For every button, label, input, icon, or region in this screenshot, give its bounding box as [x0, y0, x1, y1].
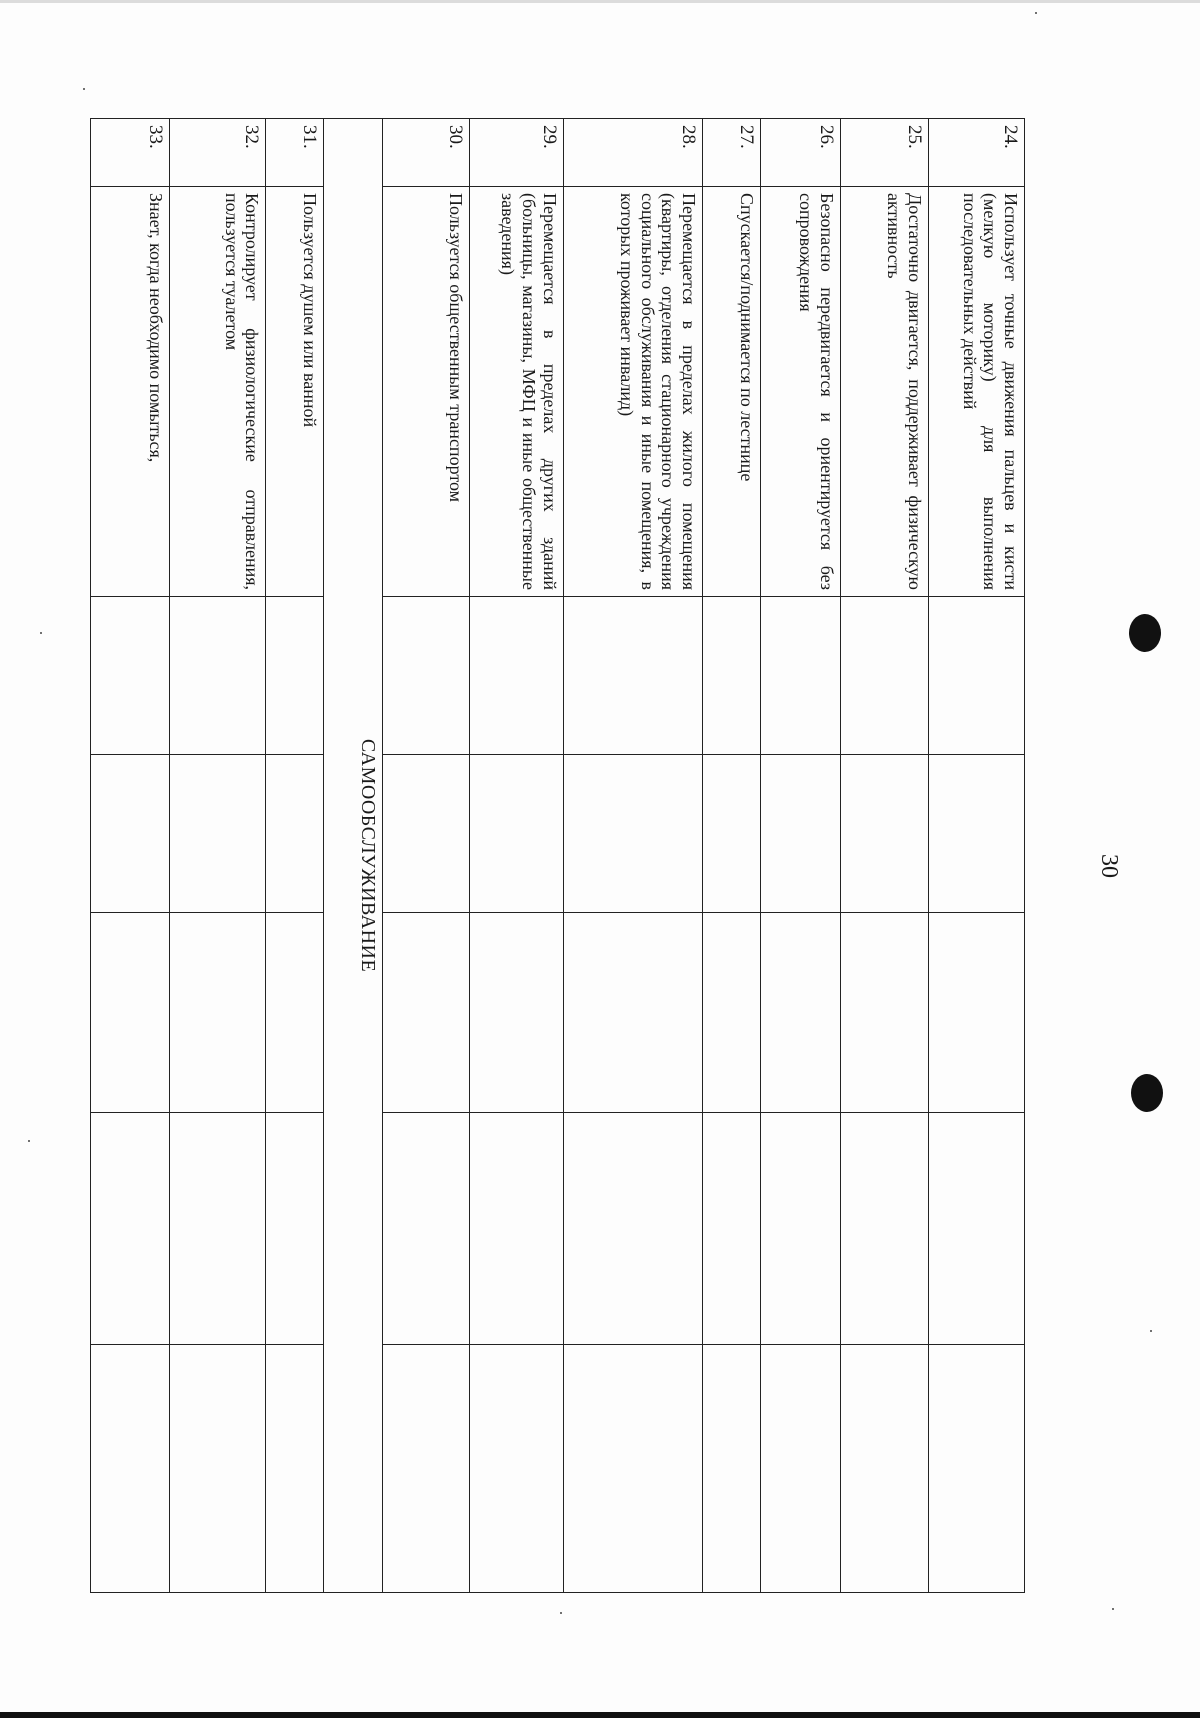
table-row [703, 119, 761, 1593]
table-row [760, 119, 840, 1593]
rating-cell [169, 755, 265, 913]
rating-cell [266, 913, 324, 1113]
rating-cell [563, 1113, 702, 1345]
rating-cell [760, 1113, 840, 1345]
rating-cell [469, 597, 563, 755]
table-row [928, 119, 1024, 1593]
rating-cell [760, 597, 840, 755]
rating-cell [383, 755, 469, 913]
scan-edge-top [0, 0, 1200, 3]
rating-cell [841, 1113, 929, 1345]
table-row [266, 119, 324, 1593]
rating-cell [841, 1345, 929, 1593]
rating-cell [169, 597, 265, 755]
scan-speck [40, 632, 42, 634]
row-number: 26. [760, 119, 840, 187]
rating-cell [469, 913, 563, 1113]
row-number: 32. [169, 119, 265, 187]
table-row [469, 119, 563, 1593]
rating-cell [383, 1113, 469, 1345]
rating-cell [91, 755, 170, 913]
row-criterion-text: Знает, когда необходимо помыться, [91, 187, 170, 597]
rating-cell [383, 913, 469, 1113]
table-row [383, 119, 469, 1593]
rating-cell [91, 597, 170, 755]
row-criterion-text: Пользуется душем или ванной [266, 187, 324, 597]
rating-cell [266, 1345, 324, 1593]
rating-cell [928, 1345, 1024, 1593]
rating-cell [563, 913, 702, 1113]
rating-cell [563, 597, 702, 755]
row-criterion-text: Достаточно двигается, поддерживает физическую активность [841, 187, 929, 597]
rating-cell [266, 597, 324, 755]
rating-cell [91, 913, 170, 1113]
table-row [841, 119, 929, 1593]
rating-cell [703, 1345, 761, 1593]
row-number: 31. [266, 119, 324, 187]
row-number: 24. [928, 119, 1024, 187]
scan-edge-bottom [0, 1712, 1200, 1718]
rating-cell [469, 1113, 563, 1345]
scan-speck [560, 1612, 562, 1614]
row-criterion-text: Перемещается в пределах других зданий (больницы, магазины, МФЦ и иные общественные заведения) [469, 187, 563, 597]
rating-cell [469, 1345, 563, 1593]
rating-cell [169, 1113, 265, 1345]
row-number: 30. [383, 119, 469, 187]
row-criterion-text: Контролирует физиологические отправления, пользуется туалетом [169, 187, 265, 597]
rating-cell [703, 755, 761, 913]
row-number: 29. [469, 119, 563, 187]
rating-cell [760, 755, 840, 913]
rating-cell [841, 755, 929, 913]
scan-speck [28, 1140, 30, 1142]
row-number: 27. [703, 119, 761, 187]
section-title: САМООБСЛУЖИВАНИЕ [324, 119, 383, 1593]
assessment-table-rotated [90, 118, 1025, 1592]
rating-cell [563, 755, 702, 913]
row-criterion-text: Пользуется общественным транспортом [383, 187, 469, 597]
page-number: 30 [1096, 854, 1122, 878]
row-criterion-text: Использует точные движения пальцев и кисти (мелкую моторику) для выполнения последовательных действий [928, 187, 1024, 597]
scan-speck [1112, 1608, 1114, 1610]
table-row [169, 119, 265, 1593]
row-criterion-text: Спускается/поднимается по лестнице [703, 187, 761, 597]
rating-cell [760, 1345, 840, 1593]
row-criterion-text: Перемещается в пределах жилого помещения (квартиры, отделения стационарного учреждения социального обслуживания и иные помещения, в которых проживает инвалид) [563, 187, 702, 597]
rating-cell [91, 1113, 170, 1345]
table-row [91, 119, 170, 1593]
scan-speck [1150, 1330, 1152, 1332]
scan-speck [1035, 12, 1037, 14]
rating-cell [841, 913, 929, 1113]
rating-cell [563, 1345, 702, 1593]
rating-cell [928, 597, 1024, 755]
punch-hole-icon [1131, 1074, 1163, 1112]
rating-cell [469, 755, 563, 913]
rating-cell [383, 1345, 469, 1593]
rating-cell [266, 755, 324, 913]
table-row [563, 119, 702, 1593]
rating-cell [928, 913, 1024, 1113]
rating-cell [841, 597, 929, 755]
scan-speck [83, 88, 85, 90]
rating-cell [703, 597, 761, 755]
rating-cell [928, 1113, 1024, 1345]
rating-cell [928, 755, 1024, 913]
rating-cell [703, 1113, 761, 1345]
assessment-table [90, 118, 1025, 1593]
punch-hole-icon [1129, 614, 1161, 652]
rating-cell [383, 597, 469, 755]
rating-cell [169, 1345, 265, 1593]
rating-cell [266, 1113, 324, 1345]
row-number: 33. [91, 119, 170, 187]
rating-cell [703, 913, 761, 1113]
rating-cell [760, 913, 840, 1113]
row-number: 28. [563, 119, 702, 187]
rating-cell [169, 913, 265, 1113]
row-number: 25. [841, 119, 929, 187]
section-row [324, 119, 383, 1593]
row-criterion-text: Безопасно передвигается и ориентируется без сопровождения [760, 187, 840, 597]
rating-cell [91, 1345, 170, 1593]
